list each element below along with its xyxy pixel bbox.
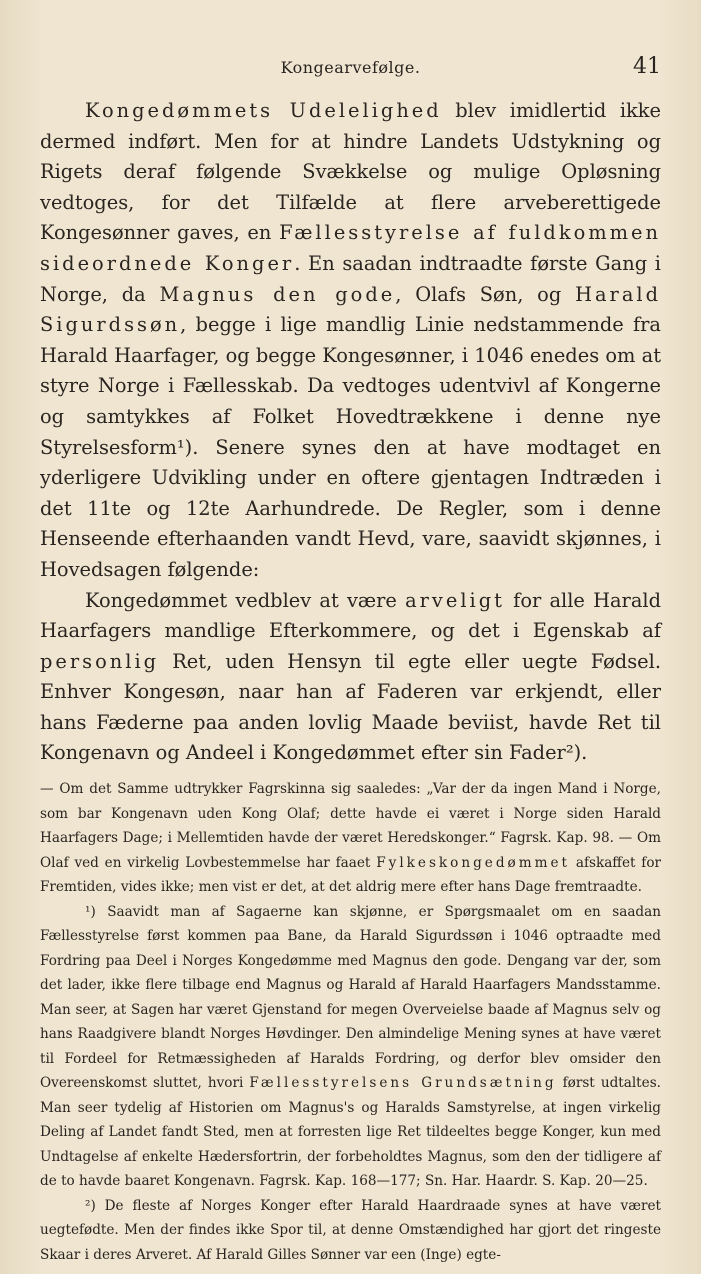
main-text [40, 96, 661, 769]
footnote-2 [40, 1194, 661, 1268]
running-title: Kongearvefølge. [280, 58, 421, 77]
text-run: — Om det Samme udtrykker Fagrskinna sig saaledes: „Var der da ingen Mand i Norge, som bar Kongenavn uden Kong Olaf; dette havde ei været i Norge siden Harald Haarfagers Dage; i Mellemtiden havde der været Heredskonger.“ Fagrsk. Kap. 98. — Om Olaf ved en virkelig Lovbestemmelse har faaet [40, 781, 661, 871]
text-run: ¹) Saavidt man af Sagaerne kan skjønne, er Spørgsmaalet om en saadan Fællesstyrelse først kommen paa Bane, da Harald Sigurdssøn i 1046 optraadte med Fordring paa Deel i Norges Kongedømme med Magnus den gode. Dengang var der, som det lader, ikke flere tilbage end Magnus og Harald af Harald Haarfagers Mandsstamme. Man seer, at Sagen har været Gjenstand for megen Overveielse baade af Magnus selv og hans Raadgivere blandt Norges Høvdinger. Den almindelige Mening synes at have været til Fordeel for Retmæssigheden af Haralds Fordring, og derfor blev omsider den Overeenskomst sluttet, hvori [40, 903, 661, 1092]
spaced-term: Harald Sigurdssøn [40, 282, 661, 337]
spaced-term: arveligt [405, 588, 505, 612]
page-header [40, 54, 661, 84]
text-run: først udtaltes. Man seer tydelig af Historien om Magnus's og Haralds Samstyrelse, at ingen virkelig Deling af Landet fandt Sted, men at forresten lige Ret tildeeltes begge Konger, kun med Undtagelse af enkelte Hædersfortrin, der forbeholdtes Magnus, som den der tidligere af de to havde baaret Kongenavn. Fagrsk. Kap. 168—177; Sn. Har. Haardr. S. Kap. 20—25. [40, 1075, 661, 1190]
text-run: afskaffet for Fremtiden, vides ikke; men vist er det, at det aldrig mere efter hans Dage fremtraadte. [40, 854, 661, 896]
text-run: . En saadan indtraadte første Gang i Norge, da [40, 251, 661, 306]
footnote-1 [40, 900, 661, 1194]
footnote-continuation [40, 777, 661, 900]
text-run: Ret, uden Hensyn til egte eller uegte Fødsel. Enhver Kongesøn, naar han af Faderen var erkjendt, eller hans Fæderne paa anden lovlig Maade beviist, havde Ret til Kongenavn og Andeel i Kongedømmet efter sin Fader²). [40, 649, 661, 765]
text-run: for alle Harald Haarfagers mandlige Efterkommere, og det i Egenskab af [40, 588, 661, 643]
body-text [40, 96, 661, 1267]
text-run: , Olafs Søn, og [395, 282, 576, 306]
text-run: , begge i lige mandlig Linie nedstammende fra Harald Haarfager, og begge Kongesønner, i 1046 enedes om at styre Norge i Fællesskab. Da vedtoges udentvivl af Kongerne og samtykkes af Folket Hovedtrækkene i denne nye Styrelsesform¹). Senere synes den at have modtaget en yderligere Udvikling under en oftere gjentagen Indtræden i det 11te og 12te Aarhundrede. De Regler, som i denne Henseende efterhaanden vandt Hevd, vare, saavidt skjønnes, i Hovedsagen følgende: [40, 313, 661, 581]
spaced-term: Kongedømmets Udelelighed [85, 99, 442, 122]
paragraph-2 [40, 586, 661, 770]
spaced-term: Magnus den gode [159, 282, 396, 306]
spaced-term: Fylkeskongedømmet [376, 854, 571, 871]
text-run: blev imidlertid ikke dermed indført. Men for at hindre Landets Udstykning og Rigets deraf følgende Svækkelse og mulige Opløsning vedtoges, for det Tilfælde at flere arveberettigede Kongesønner gaves, en [40, 99, 661, 245]
spaced-term: Fællesstyrelsens Grundsætning [249, 1075, 557, 1092]
text-run: Kongedømmet vedblev at være [85, 588, 406, 612]
text-run: ²) De fleste af Norges Konger efter Harald Haardraade synes at have været uegtefødte. Men der findes ikke Spor til, at denne Omstændighed har gjort det ringeste Skaar i deres Arveret. Af Harald Gilles Sønner var een (Inge) egte- [40, 1197, 661, 1263]
spaced-term: personlig [40, 649, 160, 673]
paragraph-1 [40, 96, 661, 586]
footnotes [40, 777, 661, 1267]
spaced-term: Fællesstyrelse af fuldkommen sideordnede Konger [40, 221, 661, 275]
page-number: 41 [633, 54, 661, 79]
